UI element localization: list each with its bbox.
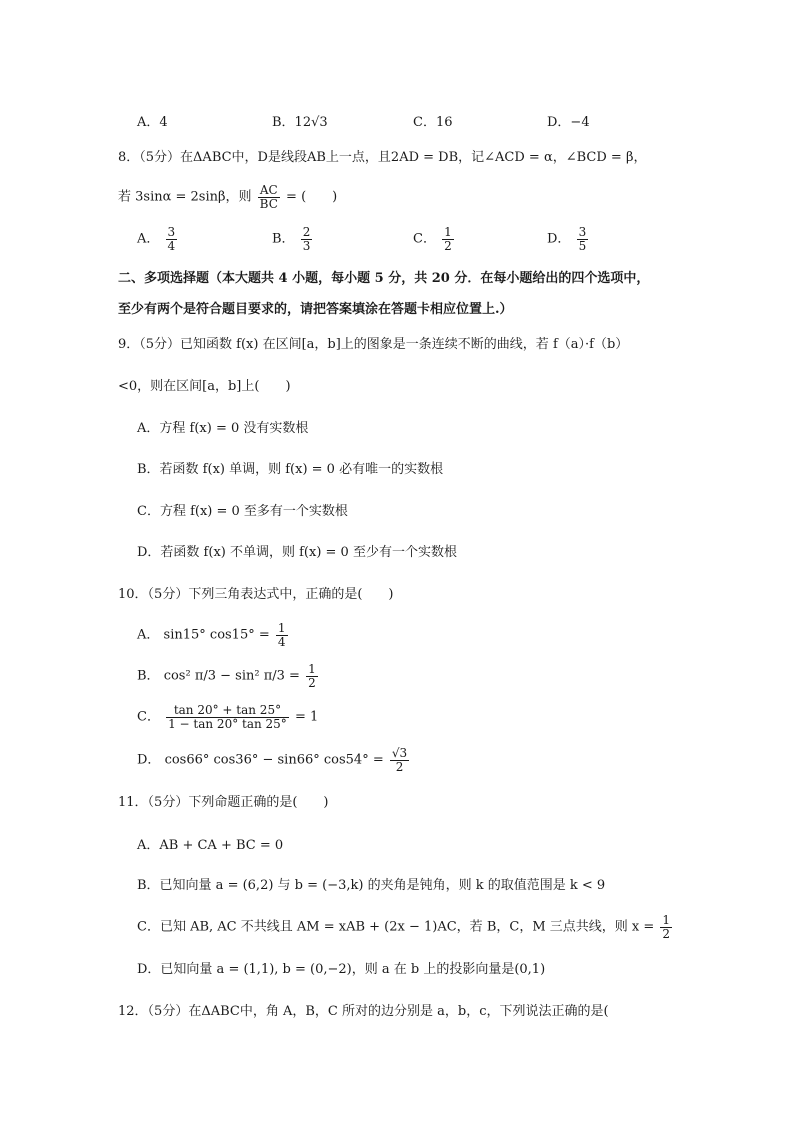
q8-ratio-num: AC — [258, 184, 280, 198]
q10-option-b-num: 1 — [308, 662, 316, 676]
q8-option-d-label: D． — [547, 231, 571, 247]
q10-option-a-num: 1 — [277, 621, 286, 635]
q11-option-c-text: C．已知 AB, AC 不共线且 AM = xAB + (2x − 1)AC，若 B，C，M 三点共线，则 x = — [137, 919, 655, 935]
q10-option-c-label: C． — [137, 709, 160, 725]
q8-option-b — [272, 226, 314, 252]
q8-option-c-fraction — [442, 226, 454, 252]
q8-option-b-num: 2 — [302, 225, 311, 239]
q9-option-b: B．若函数 f(x) 单调，则 f(x) = 0 必有唯一的实数根 — [137, 462, 444, 477]
q10-option-c-den: 1 − tan 20° tan 25° — [168, 716, 287, 731]
q7-option-b: B．12√3 — [272, 115, 328, 130]
q10-option-a-label: A． — [137, 627, 160, 643]
q8-option-c — [413, 226, 456, 252]
q10-option-c-rhs: = 1 — [294, 709, 319, 725]
q11-option-d: D．已知向量 a = (1,1), b = (0,−2)，则 a 在 b 上的投影向量是(0,1) — [137, 962, 546, 977]
q10-option-a-fraction — [276, 622, 288, 648]
q10-option-d-fraction — [390, 747, 409, 773]
q8-option-a-num: 3 — [167, 225, 176, 239]
q7-option-c: C．16 — [413, 115, 453, 130]
section2-heading-line2: 至少有两个是符合题目要求的，请把答案填涂在答题卡相应位置上.） — [118, 302, 513, 317]
q10-option-d-den: 2 — [395, 759, 404, 774]
q10-option-b-fraction — [306, 663, 318, 689]
q10-option-c-num: tan 20° + tan 25° — [166, 704, 289, 718]
q8-ratio-den: BC — [259, 196, 278, 211]
q11-option-b: B．已知向量 a = (6,2) 与 b = (−3,k) 的夹角是钝角，则 k 的取值范围是 k < 9 — [137, 878, 606, 893]
q10-option-b — [137, 663, 320, 689]
q11-option-c-num: 1 — [662, 913, 671, 927]
q9-option-d: D．若函数 f(x) 不单调，则 f(x) = 0 至少有一个实数根 — [137, 545, 457, 560]
q10-option-d — [137, 747, 411, 773]
q11-option-c-den: 2 — [662, 926, 671, 941]
q10-stem: 10．（5分）下列三角表达式中，正确的是( ) — [118, 587, 394, 602]
q10-option-a — [137, 622, 290, 648]
q9-stem-line1: 9．（5分）已知函数 f(x) 在区间[a，b]上的图象是一条连续不断的曲线，若 f（a）·f（b） — [118, 337, 629, 352]
q9-option-c: C．方程 f(x) = 0 至多有一个实数根 — [137, 504, 348, 519]
q8-option-a — [137, 226, 179, 252]
q8-option-b-den: 3 — [302, 238, 311, 253]
q10-option-d-num: √3 — [391, 746, 408, 760]
q11-option-a: A．AB + CA + BC = 0 — [137, 838, 284, 853]
q8-option-d-fraction — [577, 226, 589, 252]
q8-condition: 若 3sinα = 2sinβ，则 — [118, 189, 252, 205]
q12-stem: 12．（5分）在ΔABC中，角 A，B，C 所对的边分别是 a，b，c，下列说法正确的是( — [118, 1004, 609, 1019]
q10-option-c — [137, 704, 318, 730]
q11-option-c — [137, 914, 674, 940]
q10-option-d-label: D． — [137, 752, 161, 768]
q10-option-a-expr: sin15° cos15° = — [163, 627, 270, 643]
q7-option-d: D．−4 — [547, 115, 590, 130]
q8-option-c-den: 2 — [444, 238, 452, 253]
section2-heading-line1: 二、多项选择题（本大题共 4 小题，每小题 5 分，共 20 分．在每小题给出的四个选项中， — [118, 271, 650, 286]
q10-option-b-expr: cos² π/3 − sin² π/3 = — [163, 668, 300, 684]
q7-option-a: A．4 — [137, 115, 168, 130]
q8-option-a-fraction — [166, 226, 178, 252]
q8-option-c-label: C． — [413, 231, 436, 247]
q8-option-a-label: A． — [137, 231, 160, 247]
q8-option-b-fraction — [301, 226, 313, 252]
q8-option-d-den: 5 — [578, 238, 587, 253]
q10-option-d-expr: cos66° cos36° − sin66° cos54° = — [164, 752, 384, 768]
q9-stem-line2: <0，则在区间[a，b]上( ) — [118, 379, 291, 394]
q8-answer-bracket: = ( ) — [286, 189, 338, 205]
q10-option-b-den: 2 — [308, 675, 316, 690]
q11-stem: 11．（5分）下列命题正确的是( ) — [118, 795, 329, 810]
q8-option-b-label: B． — [272, 231, 295, 247]
q8-option-c-num: 1 — [444, 225, 452, 239]
q8-ratio-fraction — [258, 184, 280, 210]
q8-stem-line2 — [118, 184, 337, 210]
q9-option-a: A．方程 f(x) = 0 没有实数根 — [137, 421, 309, 436]
q8-option-d — [547, 226, 590, 252]
q10-option-c-fraction — [166, 704, 289, 730]
q10-option-a-den: 4 — [277, 634, 286, 649]
q8-option-a-den: 4 — [167, 238, 176, 253]
q8-option-d-num: 3 — [578, 225, 587, 239]
q10-option-b-label: B． — [137, 668, 160, 684]
q8-stem-line1: 8．（5分）在ΔABC中，D是线段AB上一点，且2AD = DB，记∠ACD = α，∠BCD = β， — [118, 150, 647, 165]
q11-option-c-fraction — [660, 914, 672, 940]
